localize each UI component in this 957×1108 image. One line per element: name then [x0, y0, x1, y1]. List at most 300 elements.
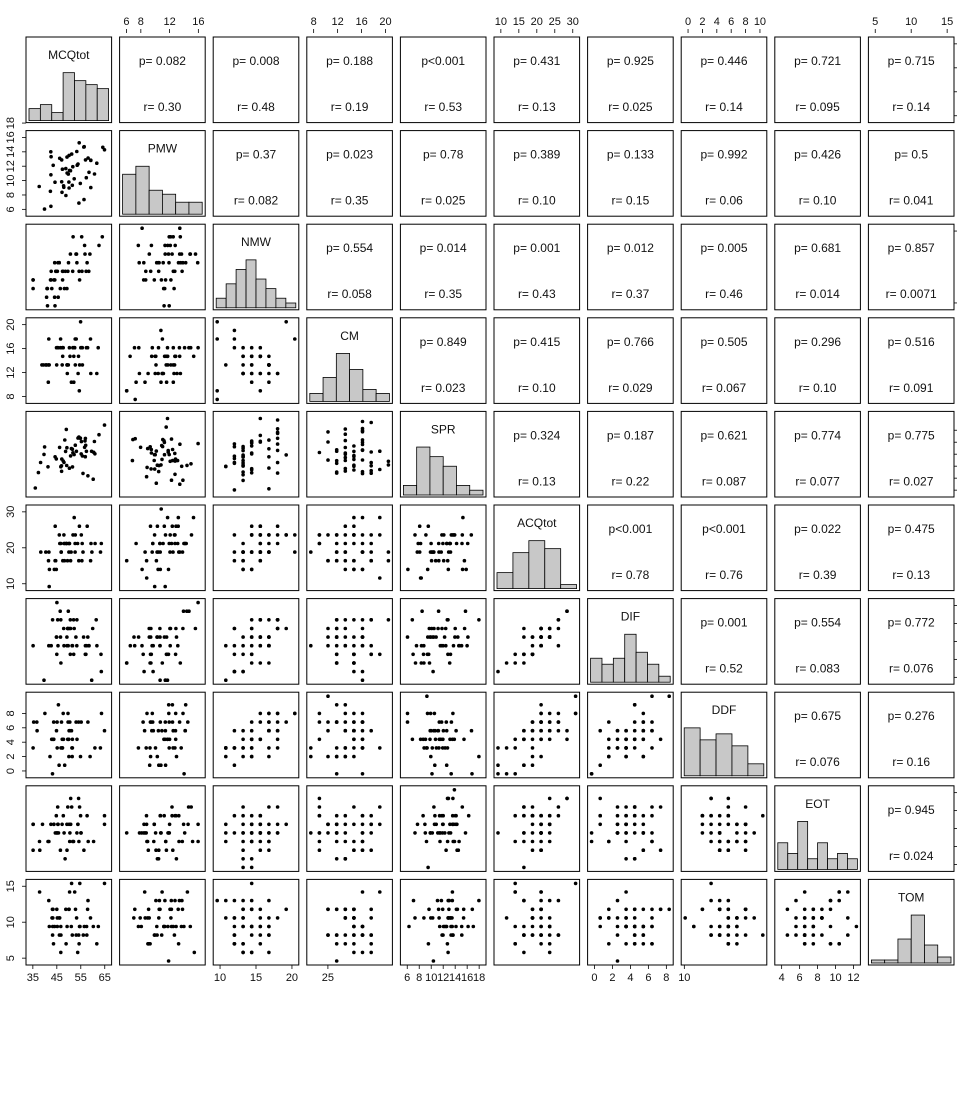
- histogram-bar: [417, 447, 430, 495]
- scatter-point: [642, 848, 646, 852]
- panel-r6-c1: [120, 599, 206, 685]
- histogram-bar: [430, 457, 443, 495]
- scatter-point: [752, 916, 756, 920]
- scatter-point: [89, 186, 93, 190]
- scatter-point: [250, 951, 254, 955]
- scatter-point: [727, 933, 731, 937]
- scatter-point: [145, 712, 149, 716]
- scatter-point: [181, 478, 185, 482]
- panel-frame: [213, 786, 299, 872]
- r-value-label: r= 0.027: [889, 474, 934, 489]
- scatter-point: [335, 644, 339, 648]
- panel-r2-c5: [494, 224, 580, 310]
- panel-r8-c7: [681, 786, 767, 872]
- scatter-point: [464, 831, 468, 835]
- scatter-point: [61, 459, 65, 463]
- panel-r4-c8: [775, 411, 861, 497]
- scatter-point: [326, 458, 330, 462]
- scatter-point: [161, 445, 165, 449]
- scatter-point: [352, 559, 356, 563]
- scatter-point: [101, 146, 105, 150]
- scatter-point: [344, 635, 348, 639]
- scatter-point: [233, 729, 237, 733]
- scatter-point: [187, 346, 191, 350]
- r-value-label: r= 0.024: [889, 848, 934, 863]
- scatter-point: [149, 524, 153, 528]
- scatter-point: [73, 890, 77, 894]
- scatter-point: [241, 653, 245, 657]
- scatter-point: [241, 755, 245, 759]
- scatter-point: [173, 533, 177, 537]
- axis-tick-label: 8: [137, 16, 144, 28]
- scatter-point: [250, 439, 254, 443]
- scatter-point: [86, 899, 90, 903]
- p-value-label: p= 0.775: [887, 428, 935, 443]
- scatter-point: [149, 467, 153, 471]
- scatter-point: [47, 550, 51, 554]
- panel-r1-c4: [400, 131, 486, 217]
- scatter-point: [82, 635, 86, 639]
- scatter-point: [460, 925, 464, 929]
- scatter-point: [624, 925, 628, 929]
- r-value-label: r= 0.023: [421, 380, 466, 395]
- scatter-point: [548, 925, 552, 929]
- scatter-point: [61, 559, 65, 563]
- scatter-point: [139, 446, 143, 450]
- scatter-point: [361, 470, 365, 474]
- scatter-point: [454, 729, 458, 733]
- scatter-point: [709, 831, 713, 835]
- scatter-point: [59, 925, 63, 929]
- scatter-point: [335, 908, 339, 912]
- scatter-point: [45, 295, 49, 299]
- scatter-point: [157, 763, 161, 767]
- scatter-point: [174, 627, 178, 631]
- panel-r0-c7: [681, 37, 767, 123]
- scatter-point: [250, 452, 254, 456]
- scatter-point: [241, 453, 245, 457]
- scatter-point: [284, 823, 288, 827]
- panel-r8-c2: [213, 786, 299, 872]
- scatter-point: [411, 653, 415, 657]
- axis-tick-label: 18: [4, 116, 17, 130]
- scatter-point: [88, 755, 92, 759]
- scatter-point: [100, 712, 104, 716]
- panel-r7-c5: [494, 692, 580, 778]
- axis-tick-label: 14: [4, 145, 17, 158]
- scatter-point: [352, 444, 356, 448]
- scatter-point: [233, 670, 237, 674]
- panel-r7-c3: [307, 692, 393, 778]
- scatter-point: [752, 831, 756, 835]
- scatter-point: [633, 857, 637, 861]
- axis-tick-label: 10: [4, 577, 17, 590]
- scatter-point: [531, 755, 535, 759]
- scatter-point: [181, 908, 185, 912]
- scatter-point: [74, 533, 78, 537]
- scatter-point: [727, 814, 731, 818]
- panel-r7-c4: [400, 692, 486, 778]
- variable-label: DIF: [620, 609, 641, 624]
- scatter-point: [175, 755, 179, 759]
- scatter-point: [233, 925, 237, 929]
- scatter-point: [185, 609, 189, 613]
- scatter-point: [152, 840, 156, 844]
- scatter-point: [557, 899, 561, 903]
- scatter-point: [344, 618, 348, 622]
- axis-tick-label: 12: [4, 160, 17, 173]
- scatter-point: [335, 462, 339, 466]
- histogram-bar: [189, 202, 202, 214]
- scatter-point: [67, 908, 71, 912]
- scatter-point: [267, 372, 271, 376]
- scatter-point: [233, 644, 237, 648]
- panel-r9-c1: [120, 879, 206, 965]
- scatter-point: [70, 729, 74, 733]
- p-value-label: p= 0.296: [794, 334, 842, 349]
- scatter-point: [153, 467, 157, 471]
- panel-r1-c7: [681, 131, 767, 217]
- scatter-point: [440, 933, 444, 937]
- scatter-point: [369, 550, 373, 554]
- scatter-point: [522, 635, 526, 639]
- scatter-point: [276, 805, 280, 809]
- panel-frame: [400, 879, 486, 965]
- scatter-point: [167, 304, 171, 308]
- scatter-point: [344, 533, 348, 537]
- scatter-point: [52, 278, 56, 282]
- scatter-point: [168, 550, 172, 554]
- scatter-point: [352, 925, 356, 929]
- scatter-point: [31, 848, 35, 852]
- scatter-point: [352, 542, 356, 546]
- scatter-point: [344, 712, 348, 716]
- scatter-point: [241, 459, 245, 463]
- scatter-point: [53, 455, 57, 459]
- scatter-point: [137, 635, 141, 639]
- scatter-point: [133, 437, 137, 441]
- scatter-point: [59, 337, 63, 341]
- panel-frame: [26, 411, 112, 497]
- scatter-point: [168, 738, 172, 742]
- scatter-point: [455, 542, 459, 546]
- scatter-point: [134, 542, 138, 546]
- scatter-point: [159, 814, 163, 818]
- scatter-point: [34, 486, 38, 490]
- scatter-point: [846, 890, 850, 894]
- scatter-point: [448, 823, 452, 827]
- scatter-point: [47, 644, 51, 648]
- scatter-point: [437, 908, 441, 912]
- scatter-point: [267, 618, 271, 622]
- panel-r7-c6: [588, 692, 674, 778]
- scatter-point: [531, 925, 535, 929]
- panel-frame: [494, 879, 580, 965]
- scatter-point: [178, 550, 182, 554]
- scatter-point: [161, 337, 165, 341]
- scatter-point: [154, 363, 158, 367]
- histogram-bar: [403, 485, 416, 495]
- scatter-point: [361, 550, 365, 554]
- scatter-point: [267, 355, 271, 359]
- scatter-point: [616, 814, 620, 818]
- scatter-point: [522, 661, 526, 665]
- scatter-point: [93, 542, 97, 546]
- scatter-point: [344, 427, 348, 431]
- scatter-point: [344, 831, 348, 835]
- panel-r6-c7: [681, 599, 767, 685]
- scatter-point: [437, 916, 441, 920]
- scatter-point: [233, 488, 237, 492]
- scatter-point: [361, 618, 365, 622]
- histogram-bar: [818, 843, 828, 870]
- panel-r1-c8: [775, 131, 861, 217]
- scatter-point: [100, 542, 104, 546]
- scatter-point: [718, 925, 722, 929]
- r-value-label: r= 0.37: [611, 287, 650, 302]
- scatter-point: [531, 729, 535, 733]
- scatter-point: [344, 729, 348, 733]
- scatter-point: [352, 635, 356, 639]
- scatter-point: [68, 890, 72, 894]
- scatter-point: [449, 772, 453, 776]
- scatter-point: [160, 933, 164, 937]
- scatter-point: [557, 729, 561, 733]
- scatter-point: [411, 618, 415, 622]
- histogram-bar: [529, 541, 545, 589]
- scatter-point: [49, 173, 53, 177]
- scatter-point: [85, 346, 89, 350]
- scatter-point: [513, 840, 517, 844]
- scatter-point: [241, 908, 245, 912]
- scatter-point: [233, 346, 237, 350]
- p-value-label: p= 0.715: [887, 54, 935, 68]
- scatter-point: [829, 942, 833, 946]
- scatter-point: [250, 899, 254, 903]
- scatter-point: [146, 447, 150, 451]
- scatter-point: [178, 346, 182, 350]
- scatter-point: [38, 848, 42, 852]
- scatter-point: [522, 831, 526, 835]
- scatter-point: [531, 916, 535, 920]
- scatter-point: [539, 712, 543, 716]
- scatter-point: [463, 559, 467, 563]
- scatter-point: [259, 661, 263, 665]
- scatter-point: [616, 899, 620, 903]
- scatter-point: [727, 823, 731, 827]
- scatter-point: [416, 550, 420, 554]
- scatter-point: [667, 908, 671, 912]
- scatter-point: [85, 814, 89, 818]
- panel-frame: [588, 879, 674, 965]
- scatter-point: [60, 470, 64, 474]
- scatter-point: [429, 550, 433, 554]
- scatter-point: [148, 252, 152, 256]
- scatter-point: [344, 456, 348, 460]
- scatter-point: [67, 180, 71, 184]
- scatter-point: [607, 755, 611, 759]
- scatter-point: [445, 729, 449, 733]
- panel-r6-c5: [494, 599, 580, 685]
- scatter-point: [125, 661, 129, 665]
- panel-r3-c1: [120, 318, 206, 404]
- scatter-point: [62, 186, 66, 190]
- scatter-point: [616, 959, 620, 963]
- scatter-point: [267, 848, 271, 852]
- panel-r4-c6: [588, 411, 674, 497]
- scatter-point: [352, 916, 356, 920]
- scatter-point: [66, 270, 70, 274]
- scatter-point: [445, 763, 449, 767]
- scatter-point: [318, 533, 322, 537]
- scatter-point: [63, 287, 67, 291]
- scatter-point: [155, 635, 159, 639]
- scatter-point: [557, 814, 561, 818]
- scatter-point: [47, 337, 51, 341]
- scatter-point: [215, 320, 219, 324]
- scatter-point: [352, 450, 356, 454]
- scatter-point: [446, 942, 450, 946]
- scatter-point: [420, 644, 424, 648]
- histogram-bar: [97, 89, 108, 121]
- histogram-bar: [602, 664, 613, 682]
- panel-frame: [26, 692, 112, 778]
- scatter-point: [326, 823, 330, 827]
- scatter-point: [224, 916, 228, 920]
- panel-frame: [307, 692, 393, 778]
- scatter-point: [167, 568, 171, 572]
- scatter-point: [267, 363, 271, 367]
- panel-r6-c8: [775, 599, 861, 685]
- histogram-bar: [659, 676, 670, 682]
- scatter-point: [164, 355, 168, 359]
- scatter-point: [177, 516, 181, 520]
- scatter-point: [85, 933, 89, 937]
- scatter-point: [812, 933, 816, 937]
- panel-frame: [120, 411, 206, 497]
- variable-label: SPR: [430, 422, 456, 437]
- scatter-point: [62, 644, 66, 648]
- r-value-label: r= 0.39: [798, 568, 837, 582]
- scatter-point: [38, 890, 42, 894]
- scatter-point: [175, 857, 179, 861]
- scatter-point: [442, 729, 446, 733]
- histogram-bar: [700, 740, 716, 776]
- p-value-label: p= 0.925: [606, 54, 654, 68]
- scatter-point: [276, 618, 280, 622]
- scatter-point: [61, 167, 65, 171]
- histogram-bar: [847, 859, 857, 870]
- scatter-point: [156, 372, 160, 376]
- scatter-point: [55, 601, 59, 605]
- scatter-point: [318, 840, 322, 844]
- scatter-point: [539, 899, 543, 903]
- panel-r3-c2: [213, 318, 299, 404]
- axis-tick-label: 45: [50, 972, 63, 984]
- scatter-point: [276, 449, 280, 453]
- scatter-point: [161, 372, 165, 376]
- axis-tick-label: 35: [26, 972, 39, 984]
- r-value-label: r= 0.058: [327, 287, 372, 302]
- variable-label: NMW: [241, 235, 271, 250]
- axis-tick-label: 0: [591, 972, 598, 984]
- scatter-point: [522, 738, 526, 742]
- scatter-point: [55, 720, 59, 724]
- scatter-point: [157, 261, 161, 265]
- scatter-point: [727, 848, 731, 852]
- panel-r3-c0: [26, 318, 112, 404]
- scatter-point: [633, 805, 637, 809]
- scatter-point: [309, 746, 313, 750]
- scatter-point: [61, 712, 65, 716]
- histogram-bar: [29, 109, 40, 121]
- scatter-point: [276, 738, 280, 742]
- scatter-point: [531, 908, 535, 912]
- scatter-point: [607, 720, 611, 724]
- scatter-point: [62, 627, 66, 631]
- scatter-point: [250, 840, 254, 844]
- scatter-point: [161, 661, 165, 665]
- scatter-point: [233, 653, 237, 657]
- scatter-point: [46, 465, 50, 469]
- scatter-point: [55, 814, 59, 818]
- scatter-point: [761, 814, 765, 818]
- scatter-point: [65, 848, 69, 852]
- scatter-point: [65, 363, 69, 367]
- scatter-point: [522, 866, 526, 870]
- scatter-point: [184, 729, 188, 733]
- scatter-point: [326, 694, 330, 698]
- scatter-point: [171, 729, 175, 733]
- scatter-point: [149, 755, 153, 759]
- scatter-point: [157, 270, 161, 274]
- scatter-point: [539, 644, 543, 648]
- scatter-point: [683, 916, 687, 920]
- scatter-point: [335, 448, 339, 452]
- scatter-point: [259, 389, 263, 393]
- scatter-point: [447, 908, 451, 912]
- panel-r5-c8: [775, 505, 861, 591]
- scatter-point: [650, 840, 654, 844]
- scatter-point: [548, 916, 552, 920]
- scatter-point: [149, 627, 153, 631]
- scatter-point: [241, 542, 245, 546]
- scatter-point: [250, 933, 254, 937]
- scatter-point: [846, 916, 850, 920]
- scatter-point: [445, 720, 449, 724]
- axis-tick-label: 15: [4, 880, 17, 893]
- scatter-point: [141, 720, 145, 724]
- scatter-point: [77, 435, 81, 439]
- scatter-point: [165, 380, 169, 384]
- scatter-point: [335, 653, 339, 657]
- axis-tick-label: 12: [437, 972, 450, 984]
- scatter-point: [70, 925, 74, 929]
- scatter-point: [659, 738, 663, 742]
- scatter-point: [709, 882, 713, 886]
- scatter-point: [93, 440, 97, 444]
- scatter-point: [539, 840, 543, 844]
- panel-frame: [26, 224, 112, 310]
- scatter-point: [335, 703, 339, 707]
- scatter-point: [539, 831, 543, 835]
- panel-r0-c1: [120, 37, 206, 123]
- scatter-point: [744, 823, 748, 827]
- panel-r0-c5: [494, 37, 580, 123]
- scatter-point: [344, 453, 348, 457]
- scatter-point: [425, 746, 429, 750]
- scatter-point: [352, 755, 356, 759]
